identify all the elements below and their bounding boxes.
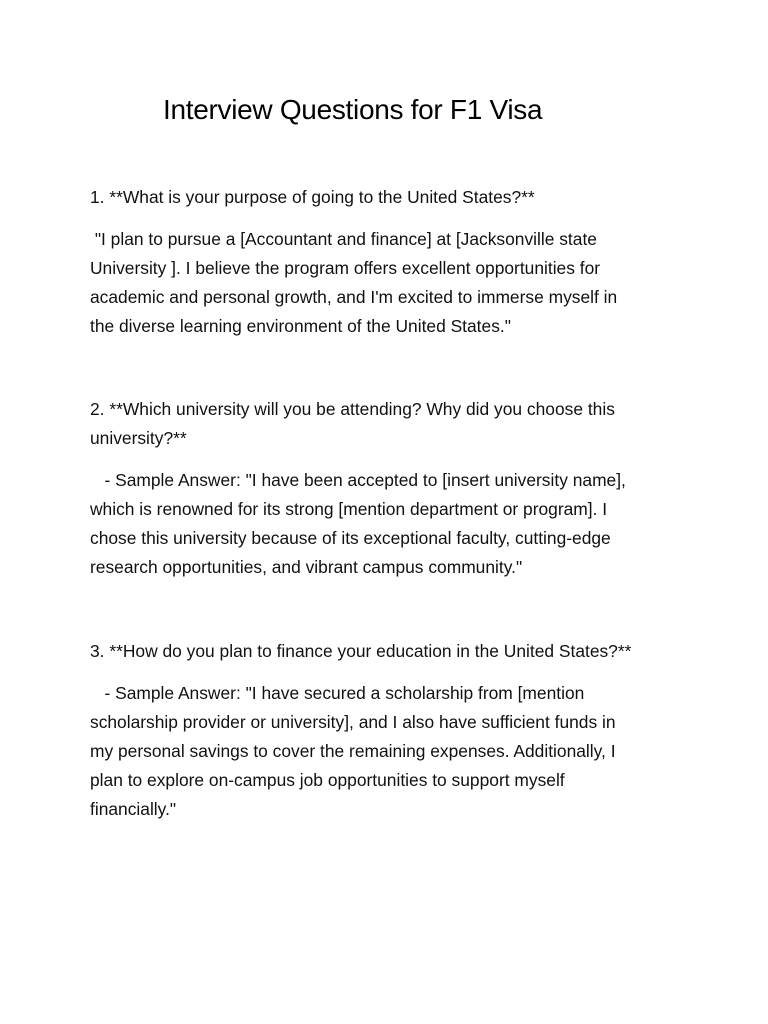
answer-1-line: the diverse learning environment of the United States." [90, 316, 511, 336]
answer-3-line: - Sample Answer: "I have secured a scholarship from [mention [90, 683, 585, 703]
question-1-line: 1. **What is your purpose of going to the United States?** [90, 187, 535, 207]
answer-2 [90, 466, 690, 582]
answer-1-line: "I plan to pursue a [Accountant and finance] at [Jacksonville state [90, 229, 597, 249]
answer-3-line: scholarship provider or university], and I also have sufficient funds in [90, 712, 616, 732]
answer-2-line: - Sample Answer: "I have been accepted to [insert university name], [90, 470, 626, 490]
question-2-line: university?** [90, 428, 187, 448]
answer-3 [90, 679, 690, 824]
document-title: Interview Questions for F1 Visa [163, 94, 543, 125]
question-3-line: 3. **How do you plan to finance your education in the United States?** [90, 641, 632, 661]
answer-2-line: chose this university because of its exceptional faculty, cutting-edge [90, 528, 611, 548]
question-3 [90, 637, 690, 666]
question-2 [90, 395, 690, 453]
answer-1-line: academic and personal growth, and I'm excited to immerse myself in [90, 287, 618, 307]
answer-3-line: financially." [90, 799, 177, 819]
question-1 [90, 183, 690, 212]
answer-1 [90, 225, 690, 341]
answer-3-line: my personal savings to cover the remaining expenses. Additionally, I [90, 741, 616, 761]
question-2-line: 2. **Which university will you be attending? Why did you choose this [90, 399, 615, 419]
answer-1-line: University ]. I believe the program offers excellent opportunities for [90, 258, 601, 278]
answer-2-line: which is renowned for its strong [mention department or program]. I [90, 499, 608, 519]
answer-2-line: research opportunities, and vibrant campus community." [90, 557, 523, 577]
answer-3-line: plan to explore on-campus job opportunities to support myself [90, 770, 565, 790]
